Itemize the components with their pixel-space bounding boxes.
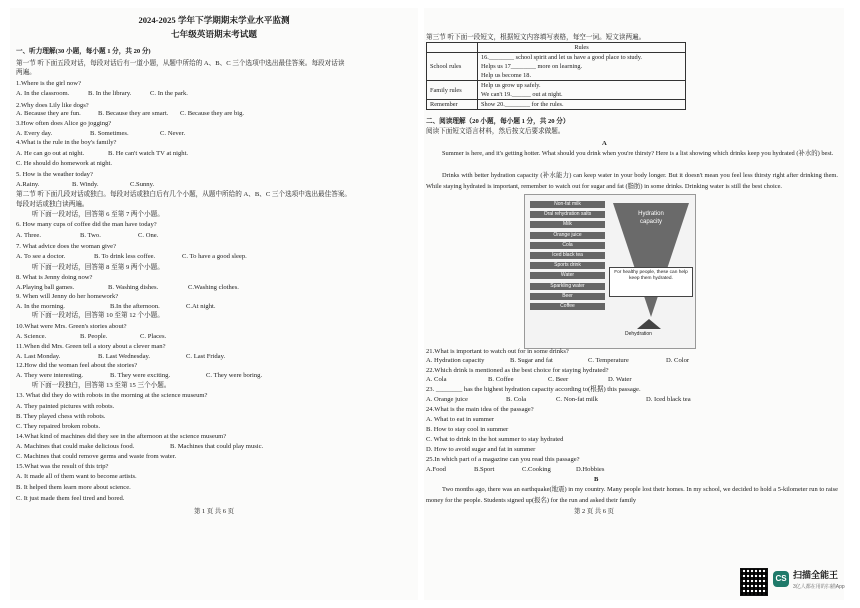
answer-option: B. He can't watch TV at night. [108, 150, 189, 157]
answer-option: A.Food [426, 466, 446, 473]
drink-bar: Sports drink [530, 262, 605, 269]
rules-table-header-row [427, 43, 686, 53]
triangle-label-line2: capacity [639, 219, 663, 225]
question-line: B. It helped them learn more about science. [16, 484, 131, 491]
rules-row-label: School rules [427, 53, 478, 81]
hydration-infographic [524, 194, 696, 349]
question-line: 一、听力理解(30 小题，每小题 1 分，共 20 分) [16, 48, 151, 55]
rules-line: Help us grow up safely. [481, 82, 541, 89]
answer-option: C.Cooking [522, 466, 551, 473]
question-line: 两遍。 [16, 69, 36, 76]
answer-option: B. Because they are smart. [98, 110, 169, 117]
question-line: 3.How often does Alice go jogging? [16, 120, 112, 127]
answer-option: C. Last Friday. [186, 353, 226, 360]
question-line: 24.What is the main idea of the passage? [426, 406, 534, 413]
rules-table-header: Rules [478, 43, 686, 53]
answer-option: A. Hydration capacity [426, 357, 485, 364]
rules-table [426, 42, 686, 110]
answer-option: C. Beer [548, 376, 569, 383]
answer-option: A. He can go out at night. [16, 150, 85, 157]
question-line: 12.How did the woman feel about the stories? [16, 362, 138, 369]
drink-bar: Non-fat milk [530, 201, 605, 208]
answer-option: A. Machines that could make delicious food. [16, 443, 135, 450]
answer-option: B. Sometimes. [90, 130, 129, 137]
question-line: C. They repaired broken robots. [16, 423, 101, 430]
answer-option: C. To have a good sleep. [182, 253, 247, 260]
scanner-brand-name: 扫描全能王 [793, 570, 839, 580]
question-line: 第一节 听下面五段对话，每段对话后有一道小题，从题中所给的 A、B、C 三个选项中选出最佳答案。每段对话读 [16, 60, 345, 67]
question-line: 听下面一段对话，回答第 10 至第 12 个小题。 [32, 312, 164, 319]
passage-b-paragraph: Two months ago, there was an earthquake(地震) in my country. Many people lost their homes. In my school, we decided to hold a 5-kilometer run to raise money for the people. Students signed up(报名) for the run and asked their family [426, 486, 838, 504]
rules-line: Helps us 17________ more on learning. [481, 63, 583, 70]
exam-page-2 [424, 8, 844, 600]
answer-option: A. Three. [16, 232, 41, 239]
rules-row-family [427, 81, 686, 100]
question-line: A. What to eat in summer [426, 416, 494, 423]
question-line: C. Machines that could remove germs and waste from water. [16, 453, 177, 460]
rules-row-label: Remember [427, 100, 478, 110]
question-line: 4.What is the rule in the boy's family? [16, 139, 117, 146]
question-line: 2.Why does Lily like dogs? [16, 102, 89, 109]
reading-instruction: 阅读下面短文语言材料，然后按文后要求做题。 [426, 128, 565, 135]
drink-bar: Beer [530, 293, 605, 300]
answer-option: B.In the afternoon. [110, 303, 160, 310]
answer-option: D. Color [666, 357, 690, 364]
healthy-note: For healthy people, these can help keep them hydrated. [609, 267, 693, 297]
question-line: 25.In which part of a magazine can you read this passage? [426, 456, 580, 463]
answer-option: A. Cola [426, 376, 447, 383]
reading-heading: 二、阅读理解（20 小题，每小题 1 分，共 20 分） [426, 118, 570, 125]
drink-bar: Sparkling water [530, 283, 605, 290]
rules-line: We can't 19.______ out at night. [481, 91, 563, 98]
answer-option: A. Orange juice [426, 396, 468, 403]
question-line: 6. How many cups of coffee did the man have today? [16, 221, 157, 228]
answer-option: B. In the library. [88, 90, 132, 97]
dehydration-arrow [637, 319, 661, 329]
answer-option: C. Temperature [588, 357, 629, 364]
answer-option: C. They were boring. [206, 372, 263, 379]
rules-line: Show 20.________ for the rules. [481, 101, 564, 108]
question-line: 5. How is the weather today? [16, 171, 93, 178]
drink-bar: Water [530, 272, 605, 279]
answer-option: A. To see a doctor. [16, 253, 66, 260]
answer-option: B.Sport [474, 466, 495, 473]
page1-footer: 第 1 页 共 6 页 [194, 508, 234, 515]
passage-a-label: A [602, 140, 607, 147]
question-line: 8. What is Jenny doing now? [16, 274, 93, 281]
exam-page-1 [10, 8, 418, 600]
exam-subtitle: 七年级英语期末考试题 [171, 29, 257, 39]
rules-row-content [478, 53, 686, 81]
answer-option: C. One. [138, 232, 159, 239]
answer-option: A. In the classroom. [16, 90, 70, 97]
answer-option: D. Iced black tea [646, 396, 691, 403]
question-line: 听下面一段独白，回答第 13 至第 15 三个小题。 [32, 382, 171, 389]
question-line: 22.Which drink is mentioned as the best choice for staying hydrated? [426, 367, 609, 374]
question-line: 7. What advice does the woman give? [16, 243, 117, 250]
rules-table-corner [427, 43, 478, 53]
answer-option: B. Coffee [488, 376, 514, 383]
passage-a-paragraph-2: Drinks with better hydration capacity (补水能力) can keep water in your body longer. But it doesn't mean you feel less thirsty right after drinking them. While staying hydrated is important, remember to watch out for sugar and fat (脂肪) in some drinks. Drinking water is still the best choice. [426, 172, 838, 190]
question-line: C. What to drink in the hot summer to stay hydrated [426, 436, 564, 443]
answer-option: C.At night. [186, 303, 216, 310]
answer-option: A. In the morning. [16, 303, 65, 310]
question-line: D. How to avoid sugar and fat in summer [426, 446, 536, 453]
rules-row-content [478, 100, 686, 110]
answer-option: B. Cola [506, 396, 527, 403]
answer-option: A. Science. [16, 333, 47, 340]
question-line: 21.What is important to watch out for in some drinks? [426, 348, 569, 355]
question-line: 听下面一段对话，回答第 8 至第 9 两个小题。 [32, 264, 164, 271]
answer-option: B. Two. [80, 232, 101, 239]
dehydration-label: Dehydration [625, 331, 652, 337]
qr-code [740, 568, 768, 596]
answer-option: B. Machines that could play music. [170, 443, 264, 450]
question-line: 听下面一段对话，回答第 6 至第 7 两个小题。 [32, 211, 164, 218]
passage-b-label: B [594, 476, 599, 483]
rules-line: 16.________ school spirit and let us have a good place to study. [481, 54, 643, 61]
hydration-triangle [611, 201, 691, 319]
question-line: 每段对话或独白读两遍。 [16, 201, 89, 208]
exam-title: 2024-2025 学年下学期期末学业水平监测 [138, 15, 290, 25]
answer-option: C. In the park. [150, 90, 188, 97]
answer-option: C. Non-fat milk [556, 396, 598, 403]
question-line: B. They played chess with robots. [16, 413, 106, 420]
question-line: C. It just made them feel tired and bored. [16, 495, 125, 502]
answer-option: B. Last Wednesday. [98, 353, 151, 360]
answer-option: B. Windy. [72, 181, 99, 188]
answer-option: A.Rainy. [16, 181, 40, 188]
drink-bar: Cola [530, 242, 605, 249]
question-line: 14.What kind of machines did they see in the afternoon at the science museum? [16, 433, 227, 440]
question-line: 1.Where is the girl now? [16, 80, 82, 87]
rules-row-content [478, 81, 686, 100]
triangle-label-line1: Hydration [638, 211, 664, 217]
scanner-tagline: 3亿人都在用的扫描App [793, 584, 845, 590]
drink-bar: Coffee [530, 303, 605, 310]
question-line: 13. What did they do with robots in the morning at the science museum? [16, 392, 208, 399]
question-line: C. He should do homework at night. [16, 160, 112, 167]
answer-option: B. They were exciting. [110, 372, 171, 379]
question-line: 第二节 听下面几段对话或独白。每段对话或独白后有几个小题，从题中所给的 A、B、C 三个选项中选出最佳答案。 [16, 191, 352, 198]
rules-line: Help us become 18. [481, 72, 532, 79]
rules-row-label: Family rules [427, 81, 478, 100]
answer-option: A. Because they are fun. [16, 110, 81, 117]
answer-option: A. They were interesting. [16, 372, 84, 379]
answer-option: C.Sunny. [130, 181, 155, 188]
question-line: 23. ________ has the highest hydration capacity according to(根据) this passage. [426, 386, 641, 393]
answer-option: D.Hobbies [576, 466, 605, 473]
drink-bar: Oral rehydration salts [530, 211, 605, 218]
answer-option: C. Because they are big. [180, 110, 245, 117]
rules-row-remember [427, 100, 686, 110]
question-line: 9. When will Jenny do her homework? [16, 293, 119, 300]
answer-option: A.Playing ball games. [16, 284, 75, 291]
answer-option: C. Never. [160, 130, 186, 137]
answer-option: C.Washing clothes. [188, 284, 239, 291]
answer-option: B. Sugar and fat [510, 357, 553, 364]
drink-bar: Milk [530, 221, 605, 228]
question-line: B. How to stay cool in summer [426, 426, 509, 433]
answer-option: C. Places. [140, 333, 167, 340]
question-line: 15.What was the result of this trip? [16, 463, 109, 470]
question-line: A. It made all of them want to become artists. [16, 473, 137, 480]
answer-option: B. Washing dishes. [108, 284, 159, 291]
drink-bar: Orange juice [530, 232, 605, 239]
section-three-heading: 第三节 听下面一段短文，根据短文内容填写表格，每空一词。短文读两遍。 [426, 34, 646, 41]
answer-option: B. To drink less coffee. [94, 253, 156, 260]
question-line: 11.When did Mrs. Green tell a story about a clever man? [16, 343, 166, 350]
answer-option: D. Water [608, 376, 632, 383]
answer-option: A. Every day. [16, 130, 53, 137]
answer-option: A. Last Monday. [16, 353, 61, 360]
camscanner-logo-icon: CS [773, 571, 789, 587]
question-line: 10.What were Mrs. Green's stories about? [16, 323, 127, 330]
question-line: A. They painted pictures with robots. [16, 403, 115, 410]
page2-footer: 第 2 页 共 6 页 [574, 508, 614, 515]
rules-row-school [427, 53, 686, 81]
passage-a-paragraph-1: Summer is here, and it's getting hotter. What should you drink when you're thirsty? Here is a list showing which drinks keep you hydrated (补水的) best. [442, 150, 834, 157]
drink-bar: Iced black tea [530, 252, 605, 259]
answer-option: B. People. [80, 333, 108, 340]
